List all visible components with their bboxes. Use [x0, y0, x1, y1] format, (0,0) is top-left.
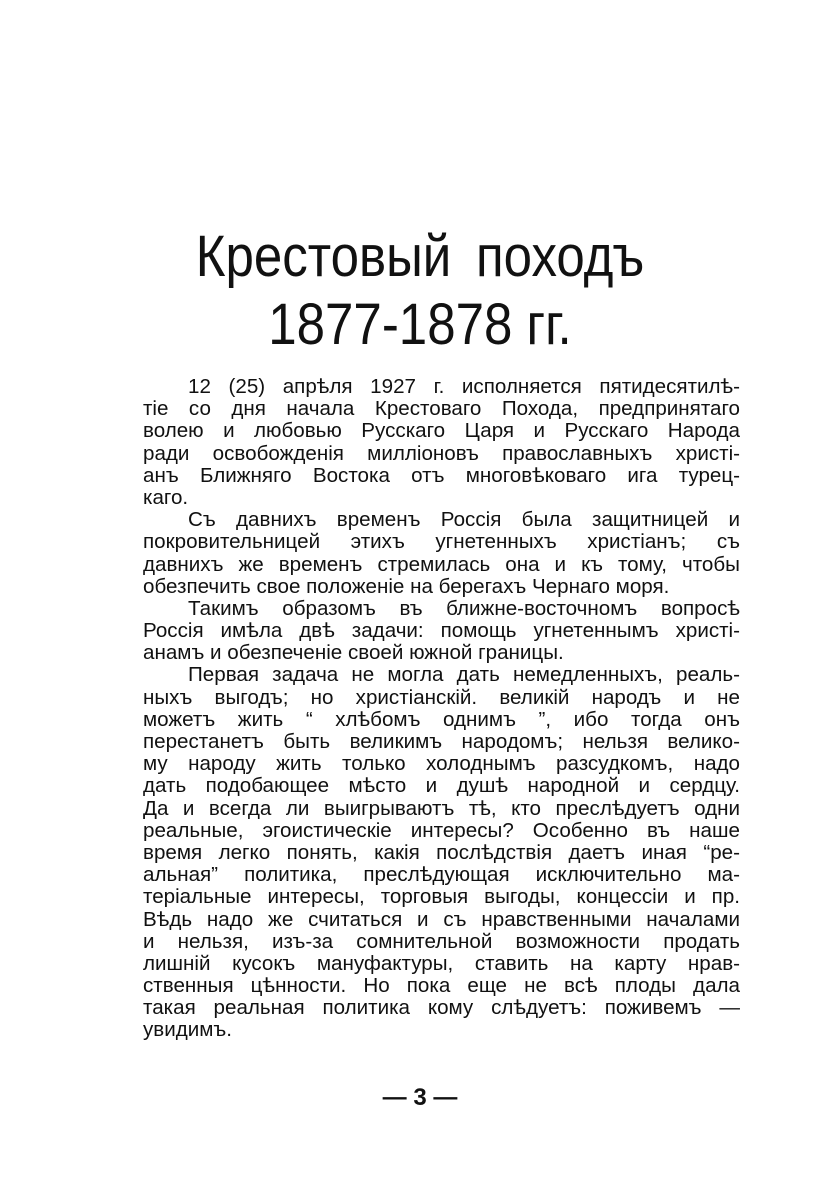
text-line: каго. — [143, 485, 189, 509]
text-line: Да и всегда ли выигрываютъ тѣ, кто преслѣдуетъ одни — [143, 796, 740, 820]
text-line: реальные, эгоистическіе интересы? Особенно въ наше — [143, 818, 740, 842]
page-title-line-1: Крестовый походъ — [195, 224, 645, 289]
text-line: Съ давнихъ временъ Россія была защитницей и — [188, 508, 740, 532]
text-line: ныхъ выгодъ; но христіанскій. великій народъ и не — [143, 685, 740, 709]
text-line: такая реальная политика кому слѣдуетъ: поживемъ — — [143, 996, 740, 1020]
text-line: дать подобающее мѣсто и душѣ народной и сердцу. — [143, 774, 740, 798]
page-number: — 3 — — [382, 1084, 458, 1111]
text-line: Вѣдь надо же считаться и съ нравственными началами — [143, 907, 740, 931]
text-line: покровительницей этихъ угнетенныхъ христіанъ; съ — [143, 530, 740, 554]
text-line: давнихъ же временъ стремилась она и къ тому, чтобы — [143, 552, 740, 576]
text-line: Такимъ образомъ въ ближне-восточномъ вопросѣ — [188, 596, 740, 620]
text-line: обезпечить свое положеніе на берегахъ Чернаго моря. — [143, 574, 670, 598]
body-text — [143, 376, 740, 1042]
text-line: ради освобожденія милліоновъ православныхъ христі- — [143, 441, 740, 465]
page-title-line-2: 1877-1878 гг. — [268, 292, 572, 357]
text-line: перестанетъ быть великимъ народомъ; нельзя велико- — [143, 730, 740, 753]
text-line: анъ Ближняго Востока отъ многовѣковаго ига турец- — [143, 463, 740, 487]
text-line: волею и любовью Русскаго Царя и Русскаго Народа — [143, 419, 740, 443]
text-line: время легко понять, какія послѣдствія даетъ иная “ре- — [143, 840, 740, 864]
text-line: Россія имѣла двѣ задачи: помощь угнетеннымъ христі- — [143, 619, 740, 643]
text-line: анамъ и обезпеченіе своей южной границы. — [143, 641, 564, 665]
text-line: 12 (25) апрѣля 1927 г. исполняется пятидесятилѣ- — [188, 375, 740, 398]
text-line: Первая задача не могла дать немедленныхъ, реаль- — [188, 663, 740, 687]
text-line: тіе со дня начала Крестоваго Похода, предпринятаго — [143, 397, 740, 421]
text-line: увидимъ. — [143, 1018, 233, 1042]
text-line: и нельзя, изъ-за сомнительной возможности продать — [143, 929, 740, 953]
text-line: лишній кусокъ мануфактуры, ставить на карту нрав- — [143, 951, 740, 975]
text-line: теріальные интересы, торговыя выгоды, концессіи и пр. — [143, 885, 740, 909]
text-line: альная” политика, преслѣдующая исключительно ма- — [143, 863, 740, 887]
text-line: му народу жить только холоднымъ разсудкомъ, надо — [143, 752, 740, 776]
text-line: можетъ жить “ хлѣбомъ однимъ ”, ибо тогда онъ — [143, 707, 740, 731]
text-line: ственныя цѣнности. Но пока еще не всѣ плоды дала — [143, 974, 740, 998]
